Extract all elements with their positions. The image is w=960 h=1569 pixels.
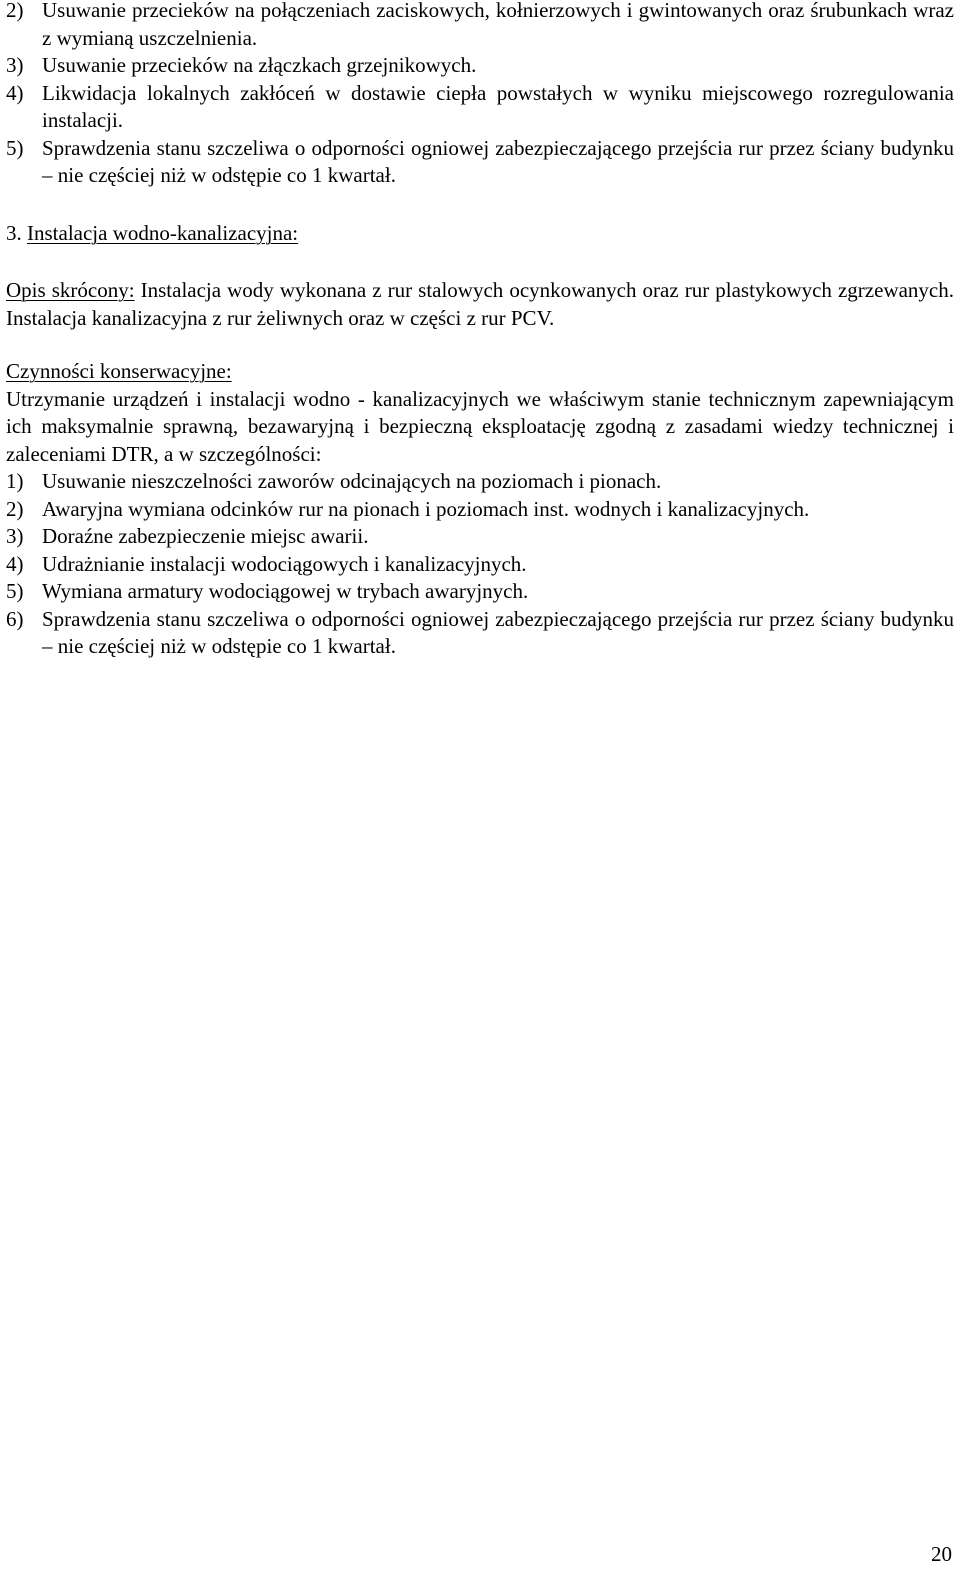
list-item-text: Sprawdzenia stanu szczeliwa o odporności ogniowej zabezpieczającego przejścia rur przez ściany budynku – nie częściej niż w odstępie co 1 kwartał. (42, 606, 954, 658)
list-item-text: Likwidacja lokalnych zakłóceń w dostawie ciepła powstałych w wyniku miejscowego rozregulowania instalacji. (42, 80, 954, 132)
list-item (6, 135, 954, 190)
list-item-text: Usuwanie przecieków na złączkach grzejnikowych. (42, 53, 477, 77)
short-description-label: Opis skrócony: (6, 278, 135, 302)
list-item-number: 5) (6, 135, 24, 160)
list-item-text: Sprawdzenia stanu szczeliwa o odporności ogniowej zabezpieczającego przejścia rur przez ściany budynku – nie częściej niż w odstępie co 1 kwartał. (42, 135, 954, 187)
list-item-number: 3) (6, 524, 24, 548)
section-number: 3. (6, 221, 22, 245)
list-item-text: Udrażnianie instalacji wodociągowych i kanalizacyjnych. (42, 551, 527, 576)
maintenance-list-heating (6, 0, 954, 190)
list-item-number: 4) (6, 80, 24, 105)
short-description-text: Instalacja wody wykonana z rur stalowych ocynkowanych oraz rur plastykowych zgrzewanych. Instalacja kanalizacyjna z rur żeliwnych oraz w części z rur PCV. (6, 278, 955, 330)
page-number: 20 (931, 1542, 952, 1566)
list-item-text: Usuwanie nieszczelności zaworów odcinających na poziomach i pionach. (42, 469, 662, 493)
list-item-number: 4) (6, 551, 24, 576)
list-item (6, 0, 954, 52)
section-title: Instalacja wodno-kanalizacyjna: (27, 221, 299, 245)
list-item (6, 606, 954, 661)
maintenance-activities-label: Czynności konserwacyjne: (6, 359, 232, 383)
list-item (6, 468, 954, 496)
list-item (6, 52, 954, 80)
list-item (6, 496, 954, 524)
list-item (6, 80, 954, 135)
maintenance-activities (6, 358, 954, 661)
list-item-number: 6) (6, 606, 24, 631)
list-item-text: Doraźne zabezpieczenie miejsc awarii. (42, 524, 369, 548)
list-item-text: Usuwanie przecieków na połączeniach zaciskowych, kołnierzowych i gwintowanych oraz śrubunkach wraz z wymianą uszczelnienia. (42, 0, 954, 50)
list-item (6, 551, 954, 579)
list-item (6, 578, 954, 606)
list-item-text: Wymiana armatury wodociągowej w trybach awaryjnych. (42, 579, 529, 603)
list-item-number: 2) (6, 496, 24, 521)
list-item-number: 2) (6, 0, 24, 22)
list-item (6, 523, 954, 551)
list-item-number: 1) (6, 469, 24, 493)
list-item-text: Awaryjna wymiana odcinków rur na pionach i poziomach inst. wodnych i kanalizacyjnych. (42, 496, 810, 521)
list-item-number: 5) (6, 579, 24, 603)
section-heading (6, 220, 954, 248)
short-description (6, 277, 954, 332)
maintenance-activities-intro: Utrzymanie urządzeń i instalacji wodno - kanalizacyjnych we właściwym stanie technicznym zapewniającym ich maksymalnie sprawną, bezawaryjną i bezpieczną eksploatację zgodną z zasadami wiedzy technicznej i zaleceniami DTR, a w szczególności: (6, 386, 954, 466)
list-item-number: 3) (6, 53, 24, 77)
